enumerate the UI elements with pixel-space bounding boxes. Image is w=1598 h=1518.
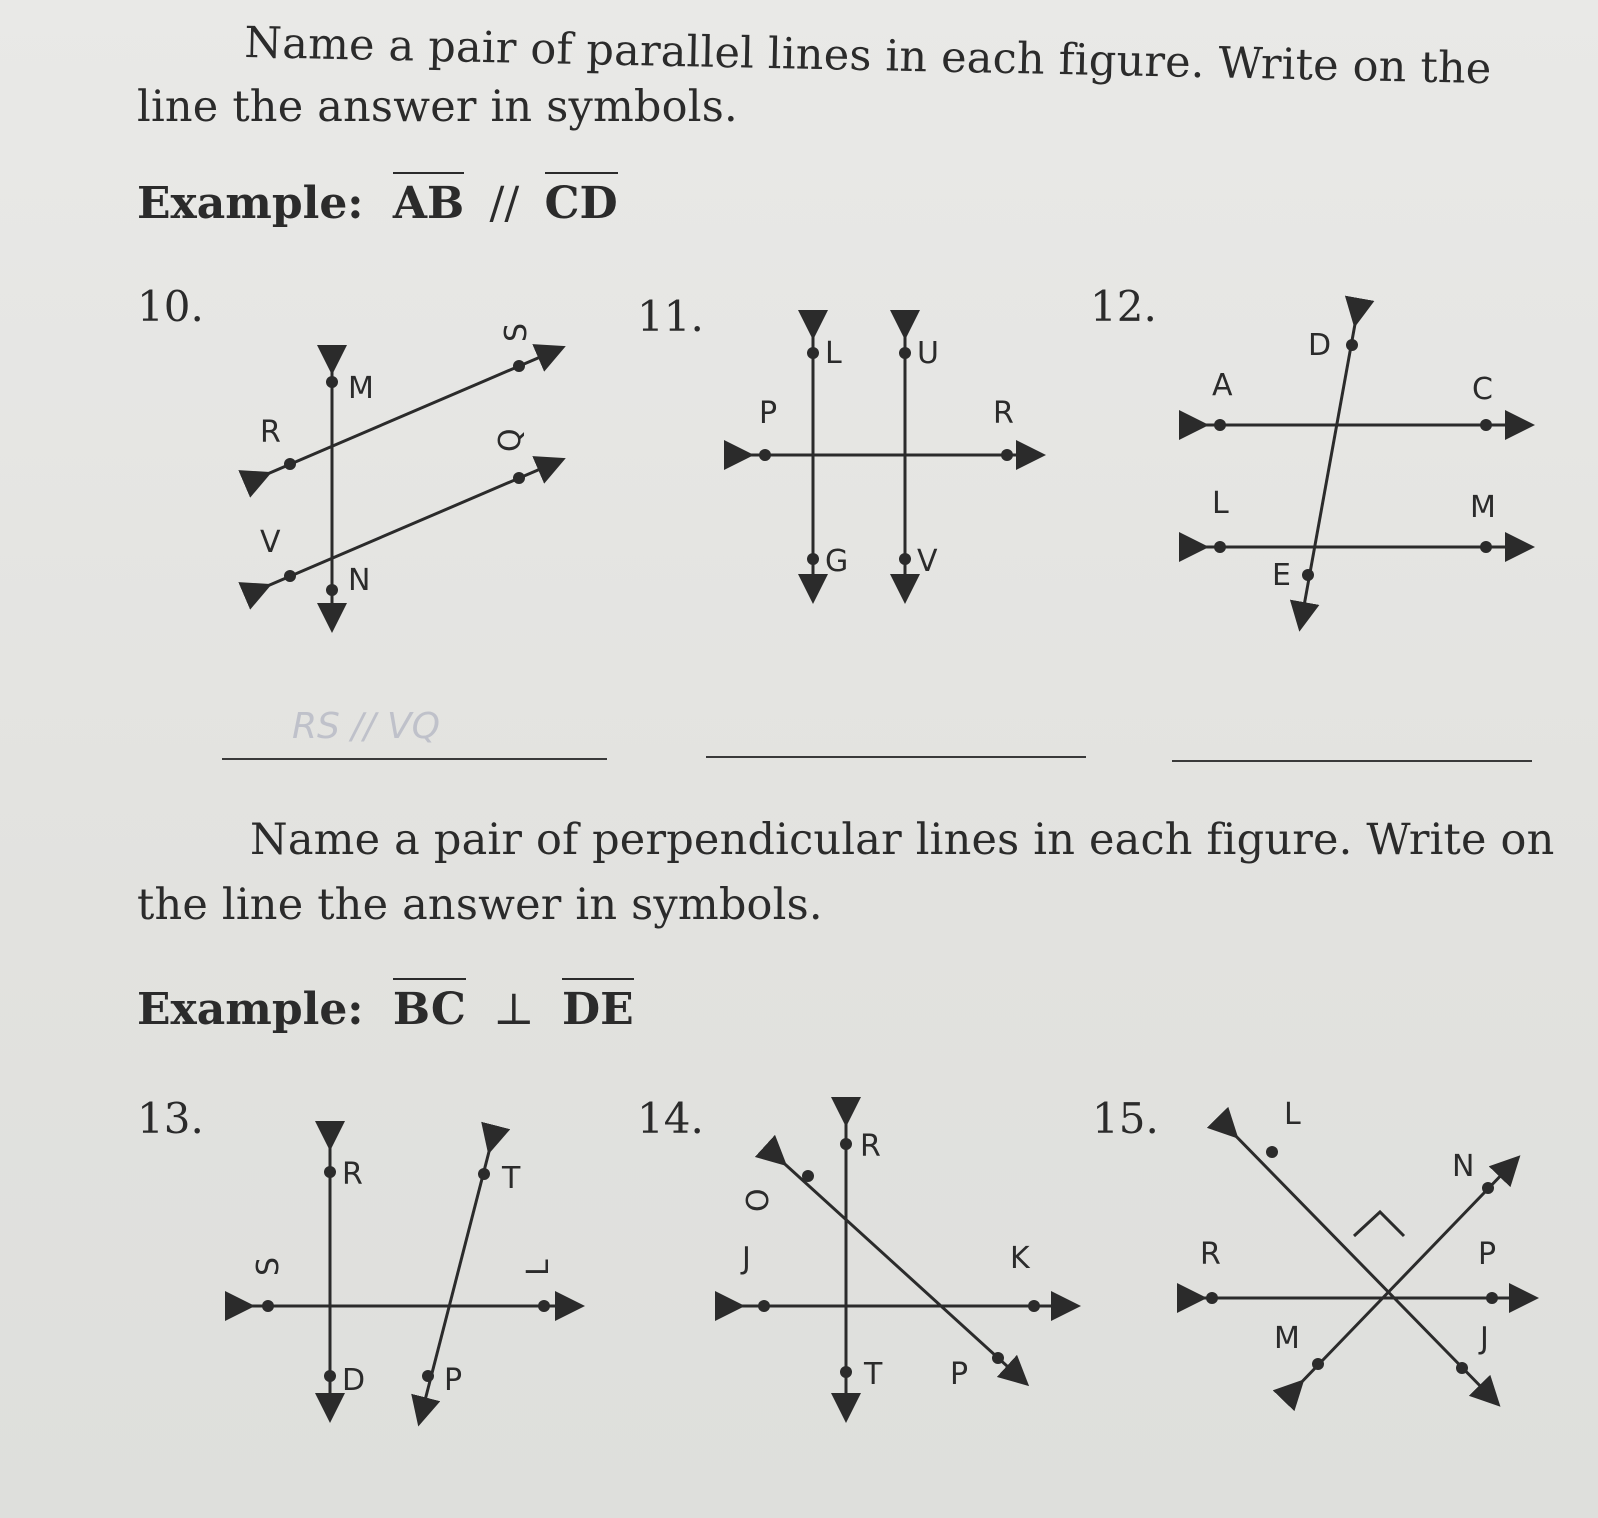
problem-11-number: 11. <box>637 292 704 341</box>
perpendicular-example-line-a: BC <box>392 984 466 1035</box>
parallel-example-line-b: CD <box>544 178 618 229</box>
figure-14 <box>728 1108 1088 1428</box>
fig14-label-t: T <box>864 1357 883 1392</box>
fig11-label-v: V <box>917 544 938 579</box>
fig13-label-p: P <box>444 1363 463 1398</box>
problem-12-number: 12. <box>1090 282 1157 331</box>
parallel-example-operator: // <box>489 178 520 229</box>
figure-12 <box>1190 305 1550 625</box>
figure-11 <box>735 315 1095 615</box>
perpendicular-example-operator: ⊥ <box>493 984 535 1035</box>
parallel-example-line-a: AB <box>392 178 465 229</box>
fig10-label-q: Q <box>493 428 528 452</box>
figure-10 <box>230 300 650 660</box>
fig15-label-l: L <box>1284 1097 1301 1132</box>
fig15-label-p: P <box>1478 1237 1497 1272</box>
fig10-label-m: M <box>348 371 374 406</box>
problem-15-number: 15. <box>1092 1094 1159 1143</box>
perpendicular-example <box>137 984 634 1035</box>
fig10-label-n: N <box>348 563 371 598</box>
fig14-label-o: O <box>741 1188 776 1212</box>
handwritten-answer-10: RS // VQ <box>292 706 440 747</box>
fig15-label-r: R <box>1200 1237 1221 1272</box>
fig11-label-g: G <box>825 544 849 579</box>
fig13-label-l: L <box>521 1259 556 1276</box>
parallel-instruction-line2: line the answer in symbols. <box>137 82 738 132</box>
problem-14-number: 14. <box>637 1094 704 1143</box>
fig13-label-s: S <box>251 1256 286 1276</box>
fig12-label-c: C <box>1472 372 1493 407</box>
fig15-label-n: N <box>1452 1149 1475 1184</box>
answer-line-10[interactable] <box>222 758 607 760</box>
fig11-label-u: U <box>917 336 939 371</box>
fig14-label-k: K <box>1010 1241 1030 1276</box>
fig14-label-j: J <box>742 1241 751 1276</box>
perpendicular-instruction-line2: the line the answer in symbols. <box>137 880 823 930</box>
fig11-label-p: P <box>759 396 778 431</box>
fig12-label-e: E <box>1272 558 1291 593</box>
fig15-label-m: M <box>1274 1321 1300 1356</box>
fig14-label-p: P <box>950 1357 969 1392</box>
fig13-label-r: R <box>342 1157 363 1192</box>
fig11-label-r: R <box>993 396 1014 431</box>
answer-line-11[interactable] <box>706 756 1086 758</box>
fig13-label-d: D <box>342 1363 366 1398</box>
fig15-label-j: J <box>1480 1321 1489 1356</box>
problem-10-number: 10. <box>137 282 204 331</box>
parallel-instruction-line1: Name a pair of parallel lines in each figure. Write on the <box>243 18 1493 95</box>
fig12-label-a: A <box>1212 368 1233 403</box>
fig11-label-l: L <box>825 336 842 371</box>
perpendicular-instruction-line1: Name a pair of perpendicular lines in each figure. Write on <box>250 815 1555 865</box>
fig12-label-d: D <box>1308 328 1332 363</box>
fig12-label-l: L <box>1212 486 1229 521</box>
fig12-label-m: M <box>1470 490 1496 525</box>
perpendicular-example-line-b: DE <box>561 984 634 1035</box>
fig10-label-r: R <box>260 415 281 450</box>
figure-15 <box>1190 1097 1550 1420</box>
fig10-label-s: S <box>499 322 534 342</box>
parallel-example <box>137 178 618 229</box>
answer-line-12[interactable] <box>1172 760 1532 762</box>
fig14-label-r: R <box>860 1129 881 1164</box>
parallel-example-label: Example: <box>137 178 364 229</box>
fig10-label-v: V <box>260 525 281 560</box>
fig13-label-t: T <box>502 1161 521 1196</box>
perpendicular-example-label: Example: <box>137 984 364 1035</box>
figure-13 <box>238 1128 598 1428</box>
problem-13-number: 13. <box>137 1094 204 1143</box>
